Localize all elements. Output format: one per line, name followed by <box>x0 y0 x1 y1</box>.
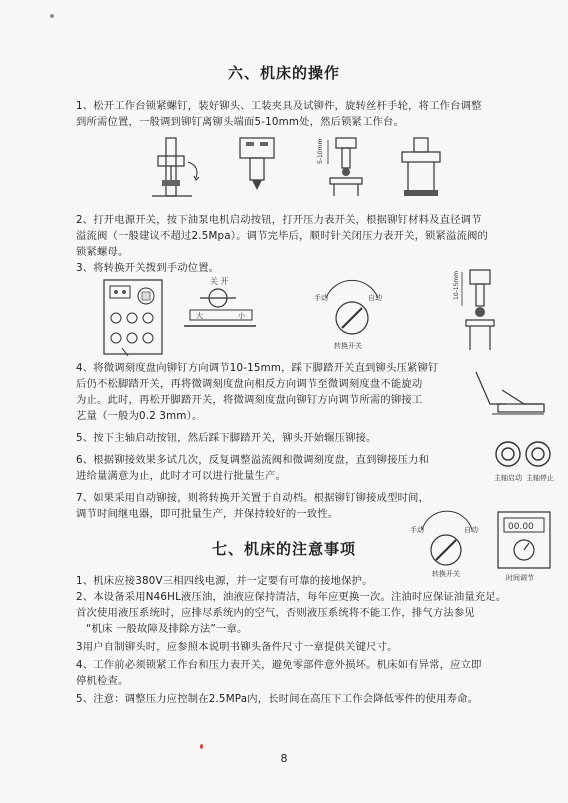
item-4-line-4: 艺量（一般为0.2 3mm）。 <box>76 410 203 422</box>
spindle-stop-label: 主轴停止 <box>526 474 554 482</box>
figure-machine-side <box>452 266 500 356</box>
figure-pressure-switch <box>180 276 260 334</box>
notice-line-5: 3用户自制铆头时，应参照本说明书铆头备件尺寸一章提供关键尺寸。 <box>76 641 398 653</box>
item-4-line-1: 4、将微调刻度盘向铆钉方向调节10-15mm，踩下脚踏开关直到铆头压紧铆钉 <box>76 362 439 374</box>
notice-line-8: 5、注意：调整压力应控制在2.5MPa内，长时间在高压下工作会降低零件的使用寿命。 <box>76 693 479 705</box>
item-4-line-3: 为止。此时，再松开脚踏开关，将微调刻度盘向铆钉方向调节所需的铆接工 <box>76 394 423 406</box>
dim-label: 10-15mm <box>453 270 460 300</box>
dial-manual-label: 手动 <box>314 294 328 302</box>
figure-timer-relay <box>496 510 556 584</box>
item-1-line-1: 1、松开工作台锁紧螺钉，装好铆头、工装夹具及试铆件，旋转丝杆手轮，将工作台调整 <box>76 100 482 112</box>
figure-spindle-buttons <box>492 436 556 484</box>
item-5: 5、按下主轴启动按钮，然后踩下脚踏开关，铆头开始辗压铆接。 <box>76 432 377 444</box>
notice-line-3: 首次使用液压系统时，应排尽系统内的空气，否则液压系统将不能工作，排气方法参见 <box>76 607 475 619</box>
item-3: 3、将转换开关拨到手动位置。 <box>76 262 220 274</box>
notice-line-1: 1、机床应接380V三相四线电源，并一定要有可靠的接地保护。 <box>76 575 373 587</box>
item-7-line-2: 调节时间继电器，即可批量生产，并保持较好的一致性。 <box>76 508 339 520</box>
figure-step1-d <box>396 134 446 200</box>
figure-step1-a <box>148 134 210 200</box>
switch-label-small: 小 <box>238 312 245 320</box>
switch-label-big: 大 <box>196 312 203 320</box>
item-1-line-2: 到所需位置，一般调到铆钉离铆头端面5-10mm处，然后锁紧工作台。 <box>76 116 405 128</box>
section-7-title: 七、机床的注意事项 <box>211 540 356 558</box>
item-6-line-2: 进给量满意为止，此时才可以进行批量生产。 <box>76 470 286 482</box>
switch-top-label: 关 开 <box>210 277 229 286</box>
dial-caption: 转换开关 <box>334 342 362 350</box>
notice-line-6: 4、工作前必须锁紧工作台和压力表开关，避免零部件意外损坏。机床如有异常，应立即 <box>76 659 482 671</box>
figure-step1-c <box>318 134 370 200</box>
dial2-manual-label: 手动 <box>410 526 424 534</box>
timer-display: 00.00 <box>508 522 534 532</box>
scan-speck <box>50 14 54 18</box>
dial2-auto-label: 自动 <box>464 526 478 534</box>
timer-caption: 时间调节 <box>506 574 534 582</box>
figure-step1-b <box>232 134 282 196</box>
item-2-line-1: 2、打开电源开关，按下油泵电机启动按钮，打开压力表开关，根据铆钉材料及直径调节 <box>76 214 482 226</box>
dial2-caption: 转换开关 <box>432 570 460 578</box>
figure-control-panel <box>102 278 164 358</box>
item-2-line-2: 溢流阀（一般建议不超过2.5Mpa）。调节完毕后，顺时针关闭压力表开关，锁紧溢流阀的 <box>76 230 489 242</box>
dim-label-top: 5-10mm <box>317 138 324 164</box>
page-number: 8 <box>280 752 288 765</box>
dial-auto-label: 自动 <box>368 294 382 302</box>
item-6-line-1: 6、根据铆接效果多试几次，反复调整溢流阀和微调刻度盘，直到铆接压力和 <box>76 454 430 466</box>
item-4-line-2: 后仍不松脚踏开关，再将微调刻度盘向相反方向调节至微调刻度盘不能旋动 <box>76 378 423 390</box>
item-2-line-3: 锁紧螺母。 <box>76 246 129 258</box>
scan-speck <box>200 744 203 749</box>
notice-line-7: 停机检查。 <box>76 675 129 687</box>
figure-foot-pedal <box>472 366 546 422</box>
notice-line-2: 2、本设备采用N46HL液压油，油液应保持清洁，每年应更换一次。注油时应保证油量充足。 <box>76 591 507 603</box>
section-6-title: 六、机床的操作 <box>227 64 340 82</box>
notice-line-4: “机床 一般故障及排除方法”一章。 <box>86 623 248 635</box>
item-7-line-1: 7、如果采用自动铆接，则将转换开关置于自动档。根据铆钉铆接成型时间， <box>76 492 430 504</box>
figure-mode-dial-2 <box>410 514 484 580</box>
figure-mode-dial <box>312 276 392 352</box>
spindle-start-label: 主轴启动 <box>494 474 522 482</box>
